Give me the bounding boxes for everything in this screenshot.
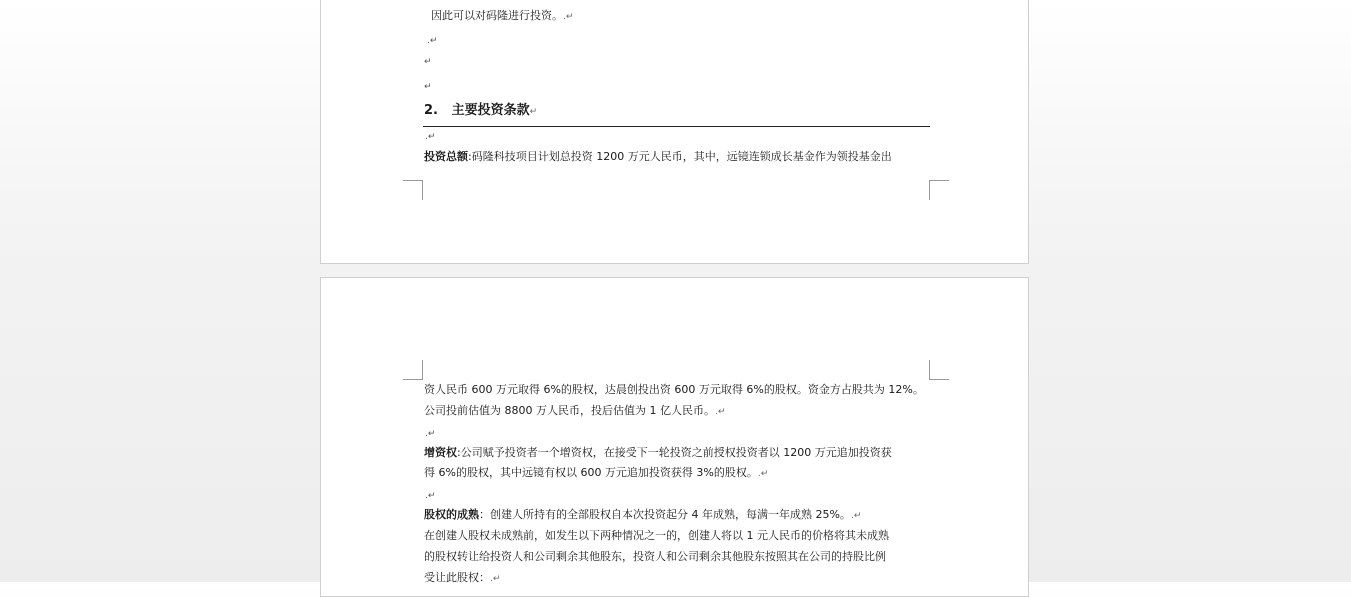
paragraph-mark: .↵ — [425, 429, 436, 439]
paragraph-valuation — [424, 404, 725, 419]
paragraph-intro-text: 因此可以对码隆进行投资。 — [431, 9, 563, 22]
paragraph-vesting-detail-1: 在创建人股权未成熟前，如发生以下两种情况之一的，创建人将以 1 元人民币的价格将其未成熟 — [424, 529, 889, 542]
paragraph-mark: ↵ — [424, 82, 432, 92]
paragraph-vesting — [424, 508, 861, 523]
capital-increase-label: 增资权 — [424, 446, 457, 459]
investment-total-label: 投资总额 — [424, 150, 468, 163]
paragraph-line: 资人民币 600 万元取得 6%的股权，达晨创投出资 600 万元取得 6%的股权。资金方占股共为 12%。 — [424, 383, 924, 396]
heading-number: 2. — [424, 103, 438, 118]
crop-mark — [929, 360, 949, 380]
heading-underline — [423, 126, 930, 127]
paragraph-mark: ↵ — [529, 107, 538, 117]
section-heading — [424, 103, 537, 120]
paragraph-investment-total — [424, 150, 892, 164]
vesting-text: ：创建人所持有的全部股权自本次投资起分 4 年成熟，每满一年成熟 25%。 — [479, 508, 851, 521]
paragraph-vesting-detail-3 — [424, 571, 500, 586]
crop-mark — [403, 360, 423, 380]
vesting-detail-text-3: 受让此股权： — [424, 571, 490, 584]
crop-mark — [403, 180, 423, 200]
capital-increase-text-2: 得 6%的股权，其中远镜有权以 600 万元追加投资获得 3%的股权。 — [424, 466, 758, 479]
investment-total-text: :码隆科技项目计划总投资 1200 万元人民币，其中，远镜连锁成长基金作为领投基金出 — [468, 150, 892, 163]
paragraph-mark: .↵ — [757, 469, 769, 479]
paragraph-vesting-detail-2: 的股权转让给投资人和公司剩余其他股东，投资人和公司剩余其他股东按照其在公司的持股比例 — [424, 550, 886, 563]
paragraph-capital-increase-cont — [424, 466, 768, 481]
document-page-1 — [320, 0, 1029, 264]
paragraph-intro — [431, 9, 573, 23]
paragraph-mark: .↵ — [563, 12, 574, 22]
vesting-label: 股权的成熟 — [424, 508, 479, 521]
paragraph-mark: .↵ — [850, 511, 862, 521]
paragraph-mark: .↵ — [425, 132, 436, 142]
capital-increase-text: :公司赋予投资者一个增资权，在接受下一轮投资之前授权投资者以 1200 万元追加投资获 — [457, 446, 892, 459]
paragraph-mark: .↵ — [714, 407, 726, 417]
paragraph-mark: .↵ — [427, 36, 438, 46]
paragraph-mark: .↵ — [490, 574, 501, 584]
valuation-text: 公司投前估值为 8800 万人民币，投后估值为 1 亿人民币。 — [424, 404, 715, 417]
heading-text: 主要投资条款 — [451, 103, 530, 118]
document-page-2 — [320, 277, 1029, 597]
paragraph-mark: ↵ — [424, 57, 432, 67]
crop-mark — [929, 180, 949, 200]
paragraph-capital-increase — [424, 446, 892, 460]
paragraph-mark: .↵ — [425, 491, 436, 501]
